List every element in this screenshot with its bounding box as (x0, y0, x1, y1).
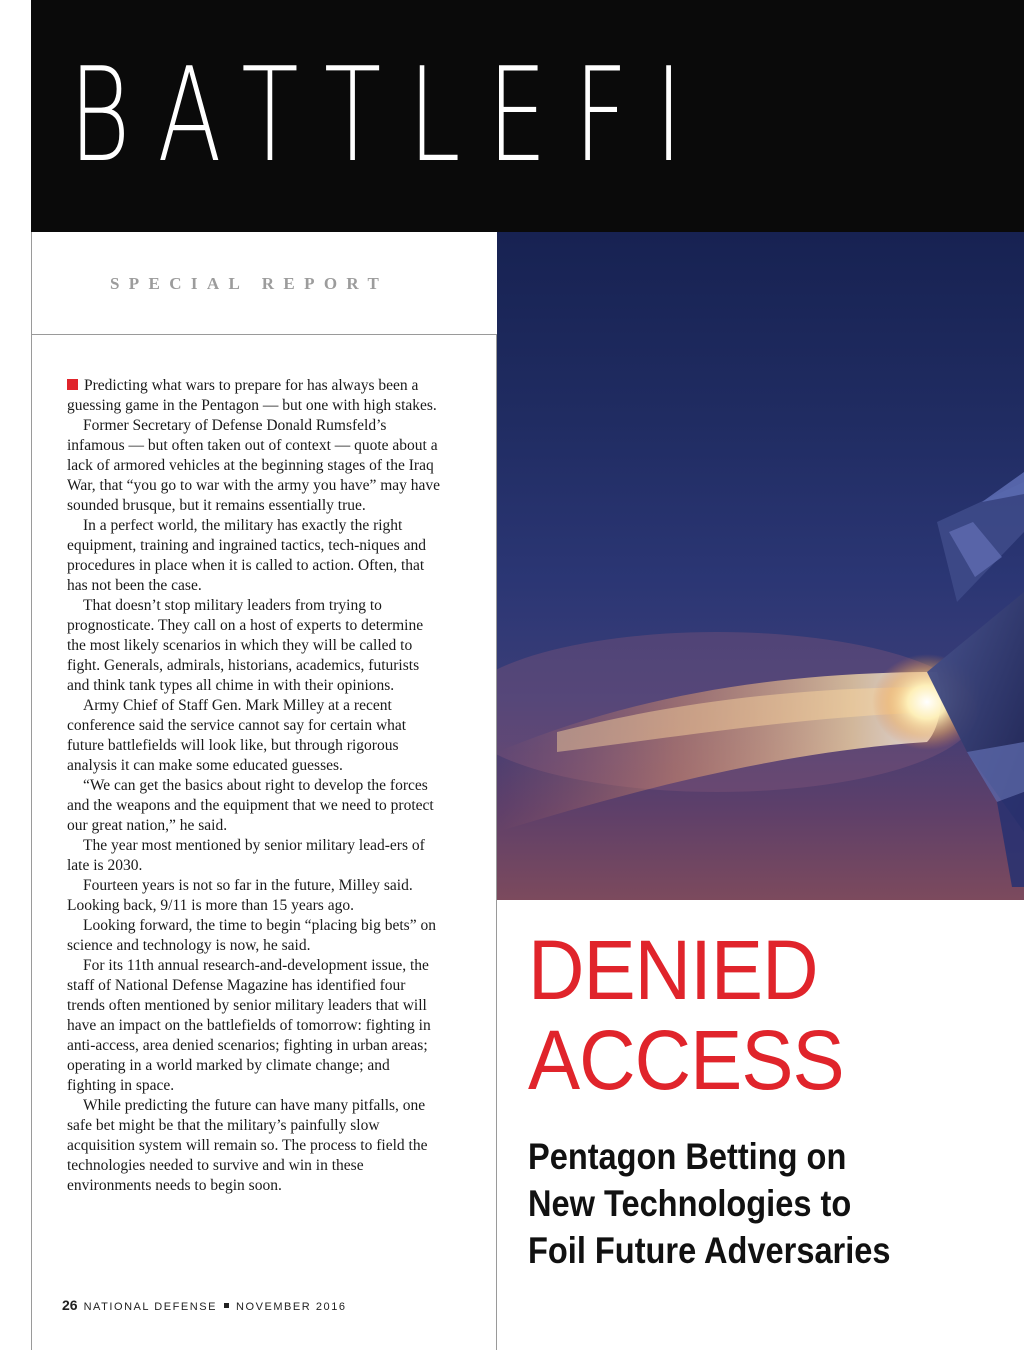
publication-name: NATIONAL DEFENSE (83, 1301, 218, 1313)
headline-line-1: DENIED (528, 923, 818, 1017)
article-paragraph: While predicting the future can have many pitfalls, one safe bet might be that the military’s painfully slow acquisition system will remain so. The process to field the technologies needed to survive and win in these environments needs to begin soon. (67, 1097, 428, 1194)
deck-line-3: Foil Future Adversaries (528, 1230, 891, 1271)
header-band (31, 0, 1024, 232)
issue-date: NOVEMBER 2016 (236, 1301, 347, 1313)
section-title: BATTLEFI (69, 39, 710, 191)
folio-separator-icon (224, 1303, 229, 1308)
article-paragraph: Looking forward, the time to begin “placing big bets” on science and technology is now, he said. (67, 917, 436, 954)
article-paragraph: “We can get the basics about right to develop the forces and the weapons and the equipment that we need to protect our great nation,” he said. (67, 777, 434, 834)
article-paragraph: Army Chief of Staff Gen. Mark Milley at a recent conference said the service cannot say for certain what future battlefields will look like, but through rigorous analysis it can make some educated guesses. (67, 697, 407, 774)
left-margin-rule (31, 232, 32, 1350)
article-deck (528, 1133, 890, 1274)
article-paragraph: For its 11th annual research-and-development issue, the staff of National Defense Magazine has identified four trends often mentioned by senior military leaders that will have an impact on the battlefields of tomorrow: fighting in anti-access, area denied scenarios; fighting in urban areas; operating in a world marked by climate change; and fighting in space. (67, 957, 431, 1094)
article-paragraph: That doesn’t stop military leaders from trying to prognosticate. They call on a host of experts to determine the most likely scenarios in which they will be called to fight. Generals, admirals, historians, academics, futurists and think tank types all chime in with their opinions. (67, 597, 424, 694)
headline-line-2: ACCESS (528, 1013, 844, 1107)
red-square-bullet-icon (67, 379, 78, 390)
article-paragraph: The year most mentioned by senior military lead-ers of late is 2030. (67, 837, 425, 874)
hero-image-missile (497, 232, 1024, 900)
article-paragraph: Fourteen years is not so far in the future, Milley said. Looking back, 9/11 is more than 15 years ago. (67, 877, 413, 914)
article-paragraph: Predicting what wars to prepare for has always been a guessing game in the Pentagon — but one with high stakes. (67, 377, 437, 414)
page-folio (62, 1297, 347, 1313)
deck-line-2: New Technologies to (528, 1183, 852, 1224)
special-report-label: SPECIAL REPORT (110, 274, 389, 293)
kicker-divider (31, 334, 497, 335)
page-number: 26 (62, 1297, 78, 1313)
article-headline (528, 925, 844, 1105)
missile-exhaust-illustration (497, 232, 1024, 900)
article-body (67, 376, 442, 1196)
article-paragraph: In a perfect world, the military has exactly the right equipment, training and ingrained tactics, tech-niques and procedures in place when it is called to action. Often, that has not been the case. (67, 517, 426, 594)
deck-line-1: Pentagon Betting on (528, 1136, 847, 1177)
article-paragraph: Former Secretary of Defense Donald Rumsfeld’s infamous — but often taken out of context — quote about a lack of armored vehicles at the beginning stages of the Iraq War, that “you go to war with the army you have” may have sounded brusque, but it remains essentially true. (67, 417, 441, 514)
